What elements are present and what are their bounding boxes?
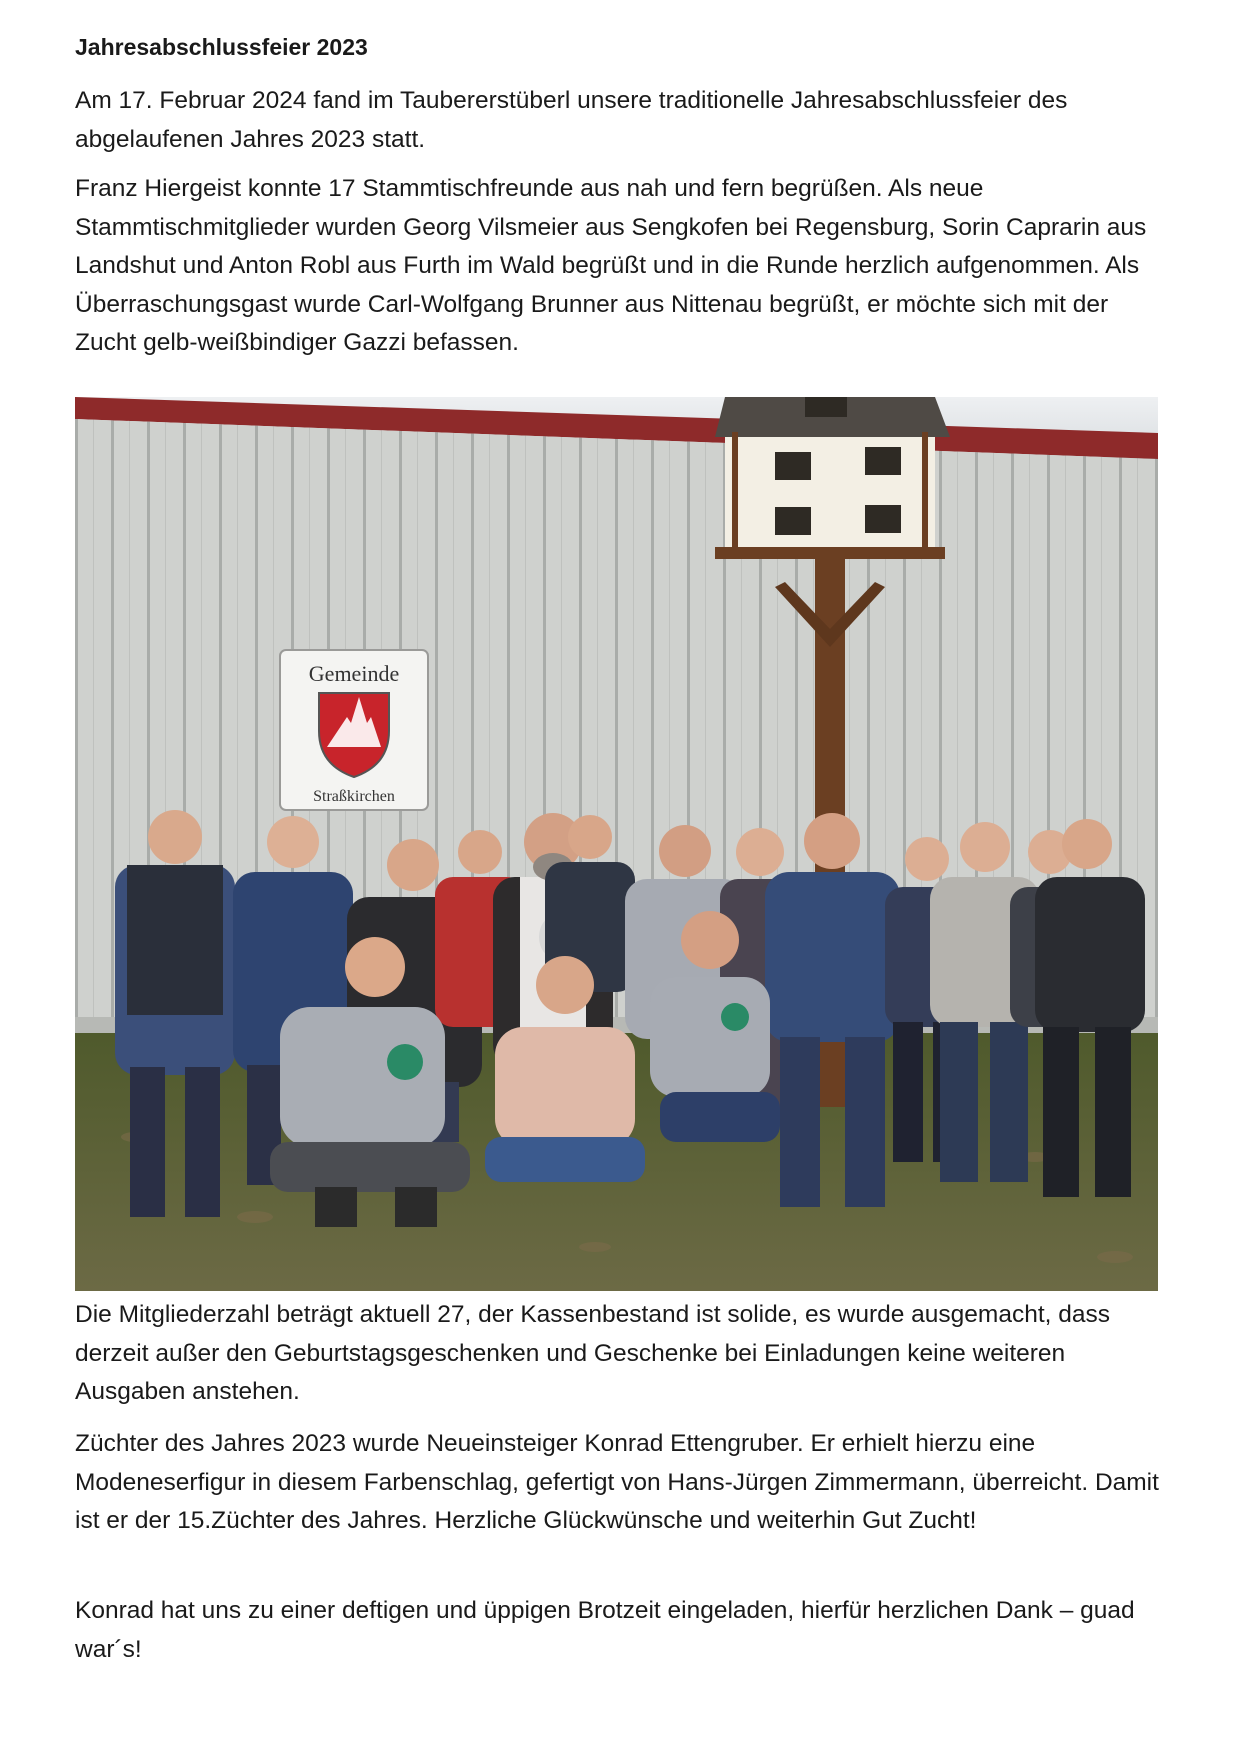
paragraph-breeder-of-year: Züchter des Jahres 2023 wurde Neueinsteiger Konrad Ettengruber. Er erhielt hierzu eine Modeneserfigur in diesem Farbenschlag, gefertigt von Hans-Jürgen Zimmermann, überreicht. Damit ist er der 15.Züchter des Jahres. Herzliche Glückwünsche und weiterhin Gut Zucht! [75, 1430, 1159, 1535]
sign-bottom-text: Straßkirchen [313, 788, 395, 805]
municipality-sign [280, 650, 428, 810]
paragraph-intro: Am 17. Februar 2024 fand im Taubererstüberl unsere traditionelle Jahresabschlussfeier des abgelaufenen Jahres 2023 statt. [75, 87, 1068, 153]
sign-top-text: Gemeinde [308, 661, 400, 686]
dovecote [715, 397, 950, 559]
group-photo [75, 397, 1158, 1291]
paragraph-thanks: Konrad hat uns zu einer deftigen und üppigen Brotzeit eingeladen, hierfür herzlichen Dank – guad war´s! [75, 1597, 1135, 1663]
article-title: Jahresabschlussfeier 2023 [75, 34, 368, 60]
paragraph-greeting: Franz Hiergeist konnte 17 Stammtischfreunde aus nah und fern begrüßen. Als neue Stammtischmitglieder wurden Georg Vilsmeier aus Sengkofen bei Regensburg, Sorin Caprarin aus Landshut und Anton Robl aus Furth im Wald begrüßt und in die Runde herzlich aufgenommen. Als Überraschungsgast wurde Carl-Wolfgang Brunner aus Nittenau begrüßt, er möchte sich mit der Zucht gelb-weißbindiger Gazzi befassen. [75, 175, 1147, 357]
group-photo-illustration [75, 397, 1158, 1291]
paragraph-membership: Die Mitgliederzahl beträgt aktuell 27, der Kassenbestand ist solide, es wurde ausgemacht, dass derzeit außer den Geburtstagsgeschenken und Geschenke bei Einladungen keine weiteren Ausgaben anstehen. [75, 1301, 1111, 1406]
